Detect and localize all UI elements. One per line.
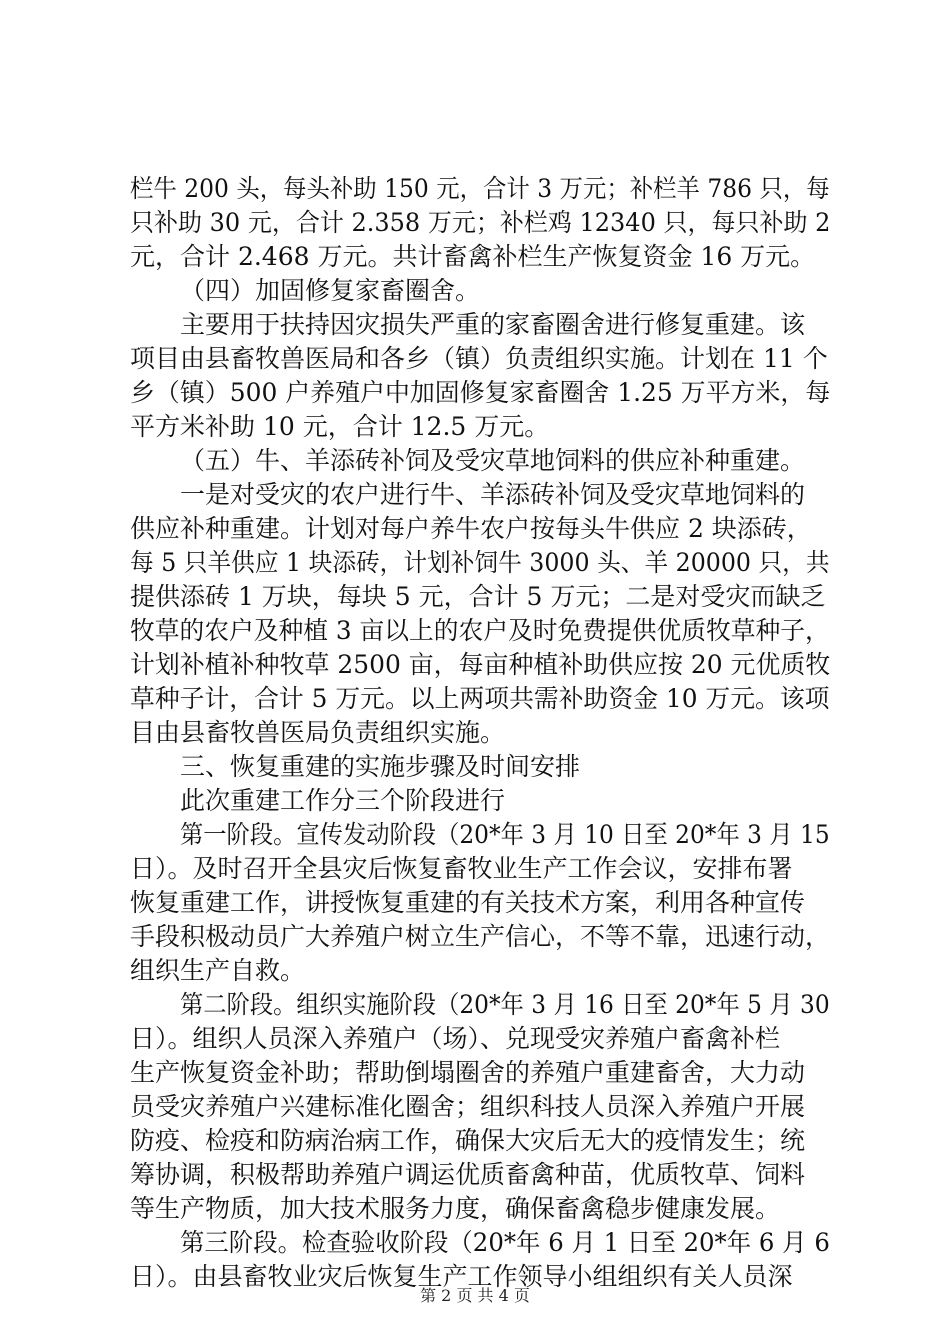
text-line: 只补助 30 元，合计 2.358 万元；补栏鸡 12340 只，每只补助 2 [130, 208, 831, 237]
text-line: 牧草的农户及种植 3 亩以上的农户及时免费提供优质牧草种子， [130, 616, 830, 645]
text-line: 日）。及时召开全县灾后恢复畜牧业生产工作会议，安排布署 [130, 854, 793, 883]
text-line: 平方米补助 10 元，合计 12.5 万元。 [130, 412, 550, 441]
text-line: 恢复重建工作，讲授恢复重建的有关技术方案，利用各种宣传 [130, 888, 806, 917]
text-line: 日）。由县畜牧业灾后恢复生产工作领导小组组织有关人员深 [130, 1262, 793, 1291]
paragraph-start: 此次重建工作分三个阶段进行 [180, 786, 506, 815]
text-line: 防疫、检疫和防病治病工作，确保大灾后无大的疫情发生；统 [130, 1126, 806, 1155]
section-heading: （五）牛、羊添砖补饲及受灾草地饲料的供应补种重建。 [180, 446, 806, 475]
text-line: 生产恢复资金补助；帮助倒塌圈舍的养殖户重建畜舍，大力动 [130, 1058, 806, 1087]
paragraph-start: 第二阶段。组织实施阶段（20*年 3 月 16 日至 20*年 5 月 30 [180, 990, 830, 1019]
text-line: 提供添砖 1 万块，每块 5 元，合计 5 万元；二是对受灾而缺乏 [130, 582, 826, 611]
text-line: 项目由县畜牧兽医局和各乡（镇）负责组织实施。计划在 11 个 [130, 344, 828, 373]
text-line: 目由县畜牧兽医局负责组织实施。 [130, 718, 506, 747]
page-footer: 第 2 页 共 4 页 [420, 1286, 530, 1305]
paragraph-start: 主要用于扶持因灾损失严重的家畜圈舍进行修复重建。该 [180, 310, 806, 339]
section-heading: 三、恢复重建的实施步骤及时间安排 [180, 752, 581, 781]
text-line: 日）。组织人员深入养殖户（场）、兑现受灾养殖户畜禽补栏 [130, 1024, 781, 1053]
paragraph-start: 第三阶段。检查验收阶段（20*年 6 月 1 日至 20*年 6 月 6 [180, 1228, 830, 1257]
section-heading: （四）加固修复家畜圈舍。 [180, 276, 481, 305]
text-line: 筹协调，积极帮助养殖户调运优质畜禽种苗，优质牧草、饲料 [130, 1160, 806, 1189]
text-line: 员受灾养殖户兴建标准化圈舍；组织科技人员深入养殖户开展 [130, 1092, 806, 1121]
text-line: 每 5 只羊供应 1 块添砖，计划补饲牛 3000 头、羊 20000 只，共 [130, 548, 830, 577]
text-line: 供应补种重建。计划对每户养牛农户按每头牛供应 2 块添砖， [130, 514, 812, 543]
paragraph-start: 一是对受灾的农户进行牛、羊添砖补饲及受灾草地饲料的 [180, 480, 806, 509]
text-line: 计划补植补种牧草 2500 亩，每亩种植补助供应按 20 元优质牧 [130, 650, 831, 679]
text-line: 组织生产自救。 [130, 956, 306, 985]
text-line: 乡（镇）500 户养殖户中加固修复家畜圈舍 1.25 万平方米，每 [130, 378, 831, 407]
text-line: 栏牛 200 头，每头补助 150 元，合计 3 万元；补栏羊 786 只，每 [130, 174, 830, 203]
text-line: 手段积极动员广大养殖户树立生产信心，不等不靠，迅速行动， [130, 922, 831, 951]
text-line: 元，合计 2.468 万元。共计畜禽补栏生产恢复资金 16 万元。 [130, 242, 816, 271]
text-line: 草种子计，合计 5 万元。以上两项共需补助资金 10 万元。该项 [130, 684, 830, 713]
paragraph-start: 第一阶段。宣传发动阶段（20*年 3 月 10 日至 20*年 3 月 15 [180, 820, 830, 849]
text-line: 等生产物质，加大技术服务力度，确保畜禽稳步健康发展。 [130, 1194, 781, 1223]
